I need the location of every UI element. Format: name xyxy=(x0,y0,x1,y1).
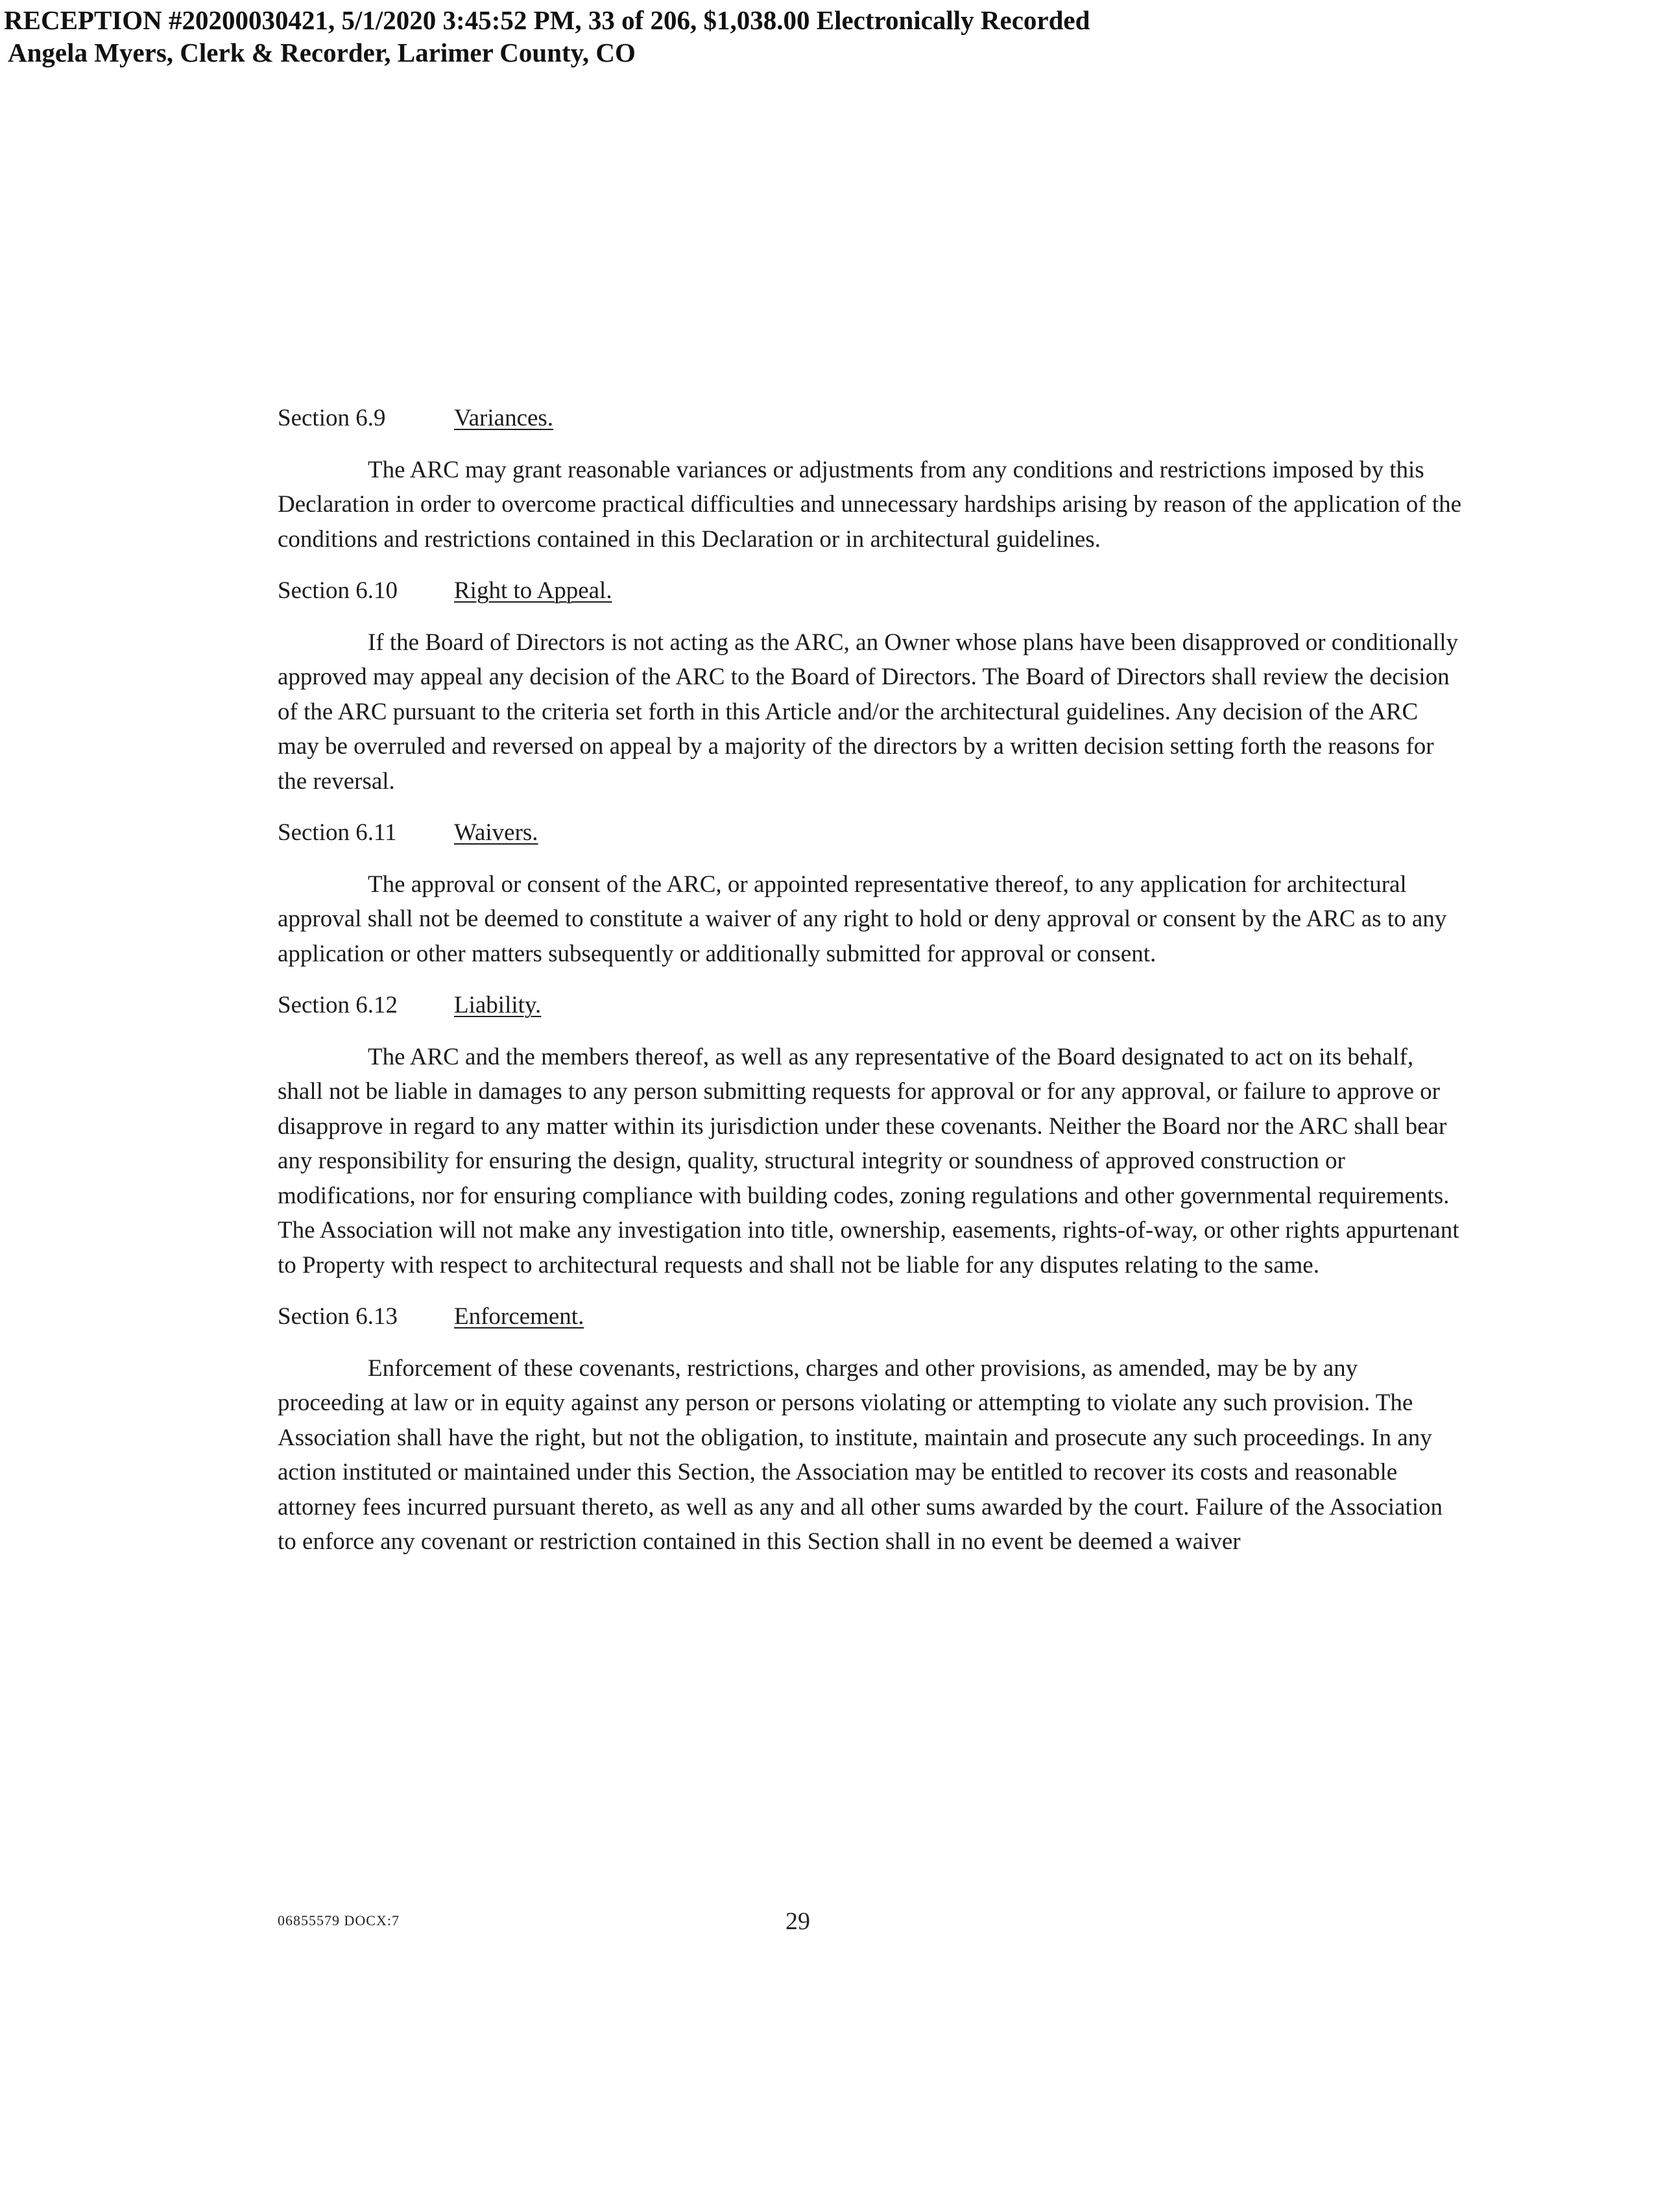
page-number: 29 xyxy=(785,1908,810,1935)
section-title: Waivers. xyxy=(454,819,538,846)
section-heading xyxy=(278,988,1465,1023)
section-number: Section 6.11 xyxy=(278,819,397,846)
section-heading xyxy=(278,1299,1465,1334)
section-title: Variances. xyxy=(454,405,554,431)
section-title: Liability. xyxy=(454,992,542,1018)
document-body xyxy=(278,401,1465,1576)
section-paragraph: If the Board of Directors is not acting as the ARC, an Owner whose plans have been disapproved or conditionally approved may appeal any decision of the ARC to the Board of Directors. The Board of Directors shall review the decision of the ARC pursuant to the criteria set forth in this Article and/or the architectural guidelines. Any decision of the ARC may be overruled and reversed on appeal by a majority of the directors by a written decision setting forth the reasons for the reversal. xyxy=(278,629,1459,795)
section-paragraph: The approval or consent of the ARC, or appointed representative thereof, to any application for architectural approval shall not be deemed to constitute a waiver of any right to hold or deny approval or consent by the ARC as to any application or other matters subsequently or additionally submitted for approval or consent. xyxy=(278,871,1447,967)
section-number: Section 6.13 xyxy=(278,1303,398,1330)
section-heading xyxy=(278,573,1465,608)
section-number: Section 6.9 xyxy=(278,405,386,431)
section-paragraph: Enforcement of these covenants, restrictions, charges and other provisions, as amended, may be by any proceeding at law or in equity against any person or persons violating or attempting to violate any such provision. The Association shall have the right, but not the obligation, to institute, maintain and prosecute any such proceedings. In any action instituted or maintained under this Section, the Association may be entitled to recover its costs and reasonable attorney fees incurred pursuant thereto, as well as any and all other sums awarded by the court. Failure of the Association to enforce any covenant or restriction contained in this Section shall in no event be deemed a waiver xyxy=(278,1354,1443,1555)
section-heading xyxy=(278,815,1465,850)
section-paragraph: The ARC may grant reasonable variances or adjustments from any conditions and restrictions imposed by this Declaration in order to overcome practical difficulties and unnecessary hardships arising by reason of the application of the conditions and restrictions contained in this Declaration or in architectural guidelines. xyxy=(278,456,1462,553)
section-heading xyxy=(278,401,1465,436)
section-title: Enforcement. xyxy=(454,1303,584,1330)
recording-stamp-line1: RECEPTION #20200030421, 5/1/2020 3:45:52 PM, 33 of 206, $1,038.00 Electronically Recorded xyxy=(4,5,1090,35)
recording-stamp-line2: Angela Myers, Clerk & Recorder, Larimer County, CO xyxy=(8,38,636,67)
section-title: Right to Appeal. xyxy=(454,577,612,604)
section-paragraph: The ARC and the members thereof, as well as any representative of the Board designated to act on its behalf, shall not be liable in damages to any person submitting requests for approval or for any approval, or failure to approve or disapprove in regard to any matter within its jurisdiction under these covenants. Neither the Board nor the ARC shall bear any responsibility for ensuring the design, quality, structural integrity or soundness of approved construction or modifications, nor for ensuring compliance with building codes, zoning regulations and other governmental requirements. The Association will not make any investigation into title, ownership, easements, rights-of-way, or other rights appurtenant to Property with respect to architectural requests and shall not be liable for any disputes relating to the same. xyxy=(278,1043,1459,1279)
recording-stamp xyxy=(4,4,1090,69)
section-number: Section 6.10 xyxy=(278,577,398,604)
document-id: 06855579 DOCX:7 xyxy=(278,1912,400,1929)
section-number: Section 6.12 xyxy=(278,992,398,1018)
